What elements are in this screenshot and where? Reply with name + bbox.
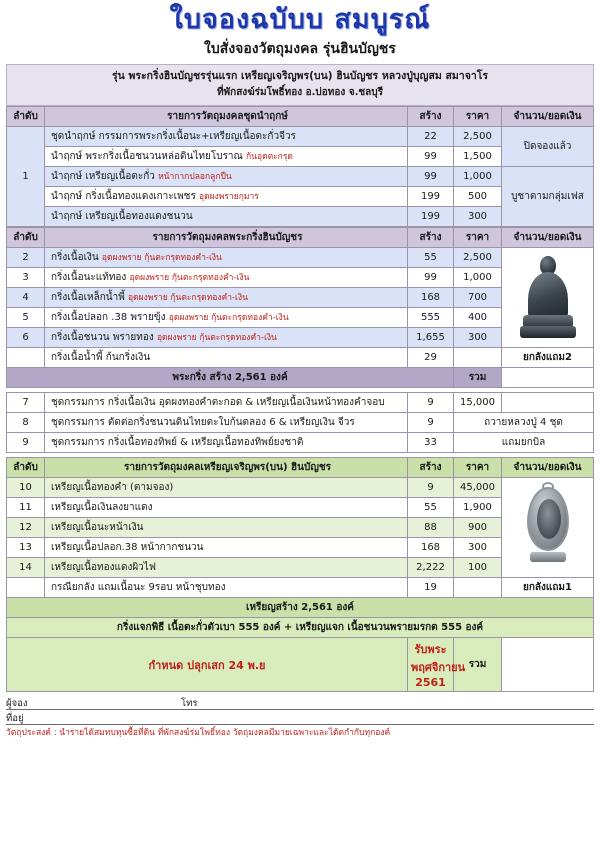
item-no: 2 xyxy=(7,248,45,268)
item-name xyxy=(45,328,408,348)
medal-base xyxy=(530,552,566,562)
item-label: ชุดนำฤกษ์ กรรมการพระกริ่งเนื้อนะ+เหรียญเนื้อตะกั่วจีวร xyxy=(51,131,296,143)
item-make: 55 xyxy=(408,498,454,518)
receive-date xyxy=(408,638,466,692)
item-name xyxy=(45,167,408,187)
item-make: 1,655 xyxy=(408,328,454,348)
receive-label: รับพระ พฤศจิกายน 2561 xyxy=(411,643,466,690)
item-name xyxy=(45,268,408,288)
section-2-total-label: พระกริ่ง สร้าง 2,561 องค์ xyxy=(7,368,454,388)
item-no: 7 xyxy=(7,393,45,413)
item-no: 6 xyxy=(7,328,45,348)
item-label: นำฤกษ์ เหรียญเนื้อทองแดงชนวน xyxy=(51,211,193,223)
buddha-base-lower xyxy=(520,326,576,338)
section-4-table xyxy=(6,457,594,692)
table-row xyxy=(7,393,594,413)
col-header-item: รายการวัตถุมงคลชุดนำฤกษ์ xyxy=(45,107,408,127)
item-make: 99 xyxy=(408,268,454,288)
address-label: ที่อยู่ xyxy=(6,713,24,725)
item-label: นำฤกษ์ พระกริ่งเนื้อชนวนหล่อดินไทยโบราณ xyxy=(51,151,243,163)
order-no-1: 1 xyxy=(7,127,45,227)
section-2-total-row xyxy=(7,368,594,388)
item-make: 19 xyxy=(408,578,454,598)
col-header-item: รายการวัตถุมงคลเหรียญเจริญพร(บน) ฮินบัญชร xyxy=(45,458,408,478)
item-make: 199 xyxy=(408,187,454,207)
col-header-make: สร้าง xyxy=(408,107,454,127)
section-2-sum-value[interactable] xyxy=(502,368,594,388)
item-price: 700 xyxy=(454,288,502,308)
item-make: 199 xyxy=(408,207,454,227)
header-line-2: ที่พักสงฆ์ร่มโพธิ์ทอง อ.บ่อทอง จ.ชลบุรี xyxy=(216,87,384,99)
item-price: 500 xyxy=(454,187,502,207)
item-no: 3 xyxy=(7,268,45,288)
item-name: เหรียญเนื้อปลอก.38 หน้ากากชนวน xyxy=(45,538,408,558)
note-bonus-1: ยกลังแถม1 xyxy=(502,578,594,598)
item-note: อุดผงพรายกุมาร xyxy=(199,192,259,203)
item-price: 15,000 xyxy=(454,393,502,413)
deadline-label: กำหนด ปลุกเสก 24 พ.ย xyxy=(148,658,266,672)
item-price: 1,000 xyxy=(454,268,502,288)
item-make: 22 xyxy=(408,127,454,147)
footer-fields xyxy=(6,692,594,739)
item-price: 100 xyxy=(454,558,502,578)
item-name: เหรียญเนื้อนะหน้าเงิน xyxy=(45,518,408,538)
item-price: 900 xyxy=(454,518,502,538)
item-name: เหรียญเนื้อทองคำ (ตามจอง) xyxy=(45,478,408,498)
item-note: ก้นอุดตะกรุด xyxy=(246,152,293,163)
temple-header xyxy=(6,64,594,106)
buddha-image xyxy=(502,248,594,348)
deadline-row xyxy=(7,638,594,692)
item-note: อุดผงพราย กุ้นตะกรุดทองคำ-เงิน xyxy=(156,333,277,344)
note-group-buy: บูชาตามกลุ่มเฟส xyxy=(502,167,594,227)
col-header-sum: จำนวน/ยอดเงิน xyxy=(502,107,594,127)
item-make: 9 xyxy=(408,478,454,498)
item-make: 2,222 xyxy=(408,558,454,578)
item-price: 300 xyxy=(454,538,502,558)
medal-image xyxy=(502,478,594,578)
item-no: 9 xyxy=(7,433,45,453)
item-name: ชุดกรรมการ ตัดต่อกริ่งชนวนดินไทยตะใบก้นตลอง 6 & เหรียญเงิน จีวร xyxy=(45,413,408,433)
item-no: 14 xyxy=(7,558,45,578)
grand-total-value[interactable] xyxy=(502,638,594,692)
col-header-sum: จำนวน/ยอดเงิน xyxy=(502,458,594,478)
item-label: กริ่งเนื้อเหล็กน้ำพี้ xyxy=(51,292,125,304)
item-make: 168 xyxy=(408,538,454,558)
table-row xyxy=(7,433,594,453)
item-name: ชุดกรรมการ กริ่งเนื้อเงิน อุดผงทองคำตะกอด & เหรียญเนื้อเงินหน้าทองคำจอบ xyxy=(45,393,408,413)
table-row xyxy=(7,478,594,498)
col-header-price: ราคา xyxy=(454,228,502,248)
booker-label: ผู้จอง xyxy=(6,698,28,710)
item-no: 4 xyxy=(7,288,45,308)
item-price: 2,500 xyxy=(454,248,502,268)
medal-face xyxy=(527,487,569,551)
col-header-no: ลำดับ xyxy=(7,458,45,478)
item-name xyxy=(45,187,408,207)
item-price: 400 xyxy=(454,308,502,328)
address-field[interactable] xyxy=(6,710,594,725)
item-label: กริ่งเนื้อเงิน xyxy=(51,252,99,264)
deadline-text xyxy=(7,638,408,692)
section-3-table xyxy=(6,392,594,453)
item-name: เหรียญเนื้อเงินลงยาแดง xyxy=(45,498,408,518)
item-label: กริ่งเนื้อน้ำพี้ ก้นกริ่งเงิน xyxy=(51,352,151,364)
item-note: อุดผงพราย กุ้นตะกรุดทองคำ-เงิน xyxy=(129,273,250,284)
grand-total-label: รวม xyxy=(454,638,502,692)
section-1-table xyxy=(6,106,594,227)
item-label: กริ่งเนื้อปลอก .38 พรายขุ้ง xyxy=(51,312,166,324)
item-make: 33 xyxy=(408,433,454,453)
item-make: 88 xyxy=(408,518,454,538)
col-header-sum: จำนวน/ยอดเงิน xyxy=(502,228,594,248)
item-make: 9 xyxy=(408,393,454,413)
item-sum[interactable] xyxy=(502,393,594,413)
item-price: 1,900 xyxy=(454,498,502,518)
section-4-total-row xyxy=(7,598,594,618)
item-no xyxy=(7,578,45,598)
item-make: 555 xyxy=(408,308,454,328)
section-1-header-row xyxy=(7,107,594,127)
table-row xyxy=(7,167,594,187)
item-price xyxy=(454,578,502,598)
item-price: 1,500 xyxy=(454,147,502,167)
col-header-no: ลำดับ xyxy=(7,228,45,248)
item-label: นำฤกษ์ กริ่งเนื้อทองแดงเกาะเพชร xyxy=(51,191,196,203)
item-label: นำฤกษ์ เหรียญเนื้อตะกั่ว xyxy=(51,171,155,183)
table-row xyxy=(7,348,594,368)
item-name xyxy=(45,127,408,147)
item-make: 99 xyxy=(408,147,454,167)
item-label: กริ่งเนื้อนะแท้ทอง xyxy=(51,272,127,284)
booker-field[interactable] xyxy=(6,695,594,710)
section-4-total-label: เหรียญสร้าง 2,561 องค์ xyxy=(7,598,594,618)
col-header-make: สร้าง xyxy=(408,458,454,478)
section-2-header-row xyxy=(7,228,594,248)
item-name xyxy=(45,207,408,227)
item-label: กริ่งเนื้อชนวน พรายทอง xyxy=(51,332,154,344)
item-make: 9 xyxy=(408,413,454,433)
col-header-price: ราคา xyxy=(454,458,502,478)
section-4-free-row xyxy=(7,618,594,638)
item-name: กรณียกลัง แถมเนื้อนะ 9รอบ หน้าชุบทอง xyxy=(45,578,408,598)
table-row xyxy=(7,127,594,147)
item-make: 168 xyxy=(408,288,454,308)
item-no: 10 xyxy=(7,478,45,498)
item-note: อุดผงพราย กุ้นตะกรุดทองคำ-เงิน xyxy=(168,313,289,324)
table-row xyxy=(7,578,594,598)
item-price: 45,000 xyxy=(454,478,502,498)
item-no: 13 xyxy=(7,538,45,558)
table-row xyxy=(7,413,594,433)
purpose-note: วัตถุประสงค์ : นำรายได้สมทบทุนซื้อที่ดิน ที่พักสงฆ์ร่มโพธิ์ทอง วัตถุมงคลมีมายเฉพาะและได้ตกำกับทุกองค์ xyxy=(6,728,391,739)
col-header-price: ราคา xyxy=(454,107,502,127)
item-make: 55 xyxy=(408,248,454,268)
note-closed: ปิดจองแล้ว xyxy=(502,127,594,167)
item-name: เหรียญเนื้อทองแดงผิวไฟ xyxy=(45,558,408,578)
page-subtitle: ใบสั่งจองวัตถุมงคล รุ่นฮินบัญชร xyxy=(204,41,396,58)
col-header-make: สร้าง xyxy=(408,228,454,248)
col-header-no: ลำดับ xyxy=(7,107,45,127)
section-4-header-row xyxy=(7,458,594,478)
item-note: หน้ากากปลอกลูกปืน xyxy=(158,172,232,183)
item-name xyxy=(45,248,408,268)
item-price: 2,500 xyxy=(454,127,502,147)
section-2-table xyxy=(6,227,594,388)
item-price: 300 xyxy=(454,207,502,227)
item-note: อุดผงพราย กุ้นตะกรุดทองคำ-เงิน xyxy=(101,253,222,264)
note-bonus-2: ยกลังแถม2 xyxy=(502,348,594,368)
item-name xyxy=(45,348,408,368)
page-title: ใบจองฉบับบ สมบูรณ์ xyxy=(169,4,431,35)
item-no: 12 xyxy=(7,518,45,538)
item-no: 8 xyxy=(7,413,45,433)
item-make: 99 xyxy=(408,167,454,187)
medal-amulet-illustration xyxy=(518,482,578,574)
item-make: 29 xyxy=(408,348,454,368)
section-4-free-label: กริ่งแจกพิธี เนื้อตะกั่วตัวเบา 555 องค์ + เหรียญแจก เนื้อชนวนพรายมรกต 555 องค์ xyxy=(7,618,594,638)
item-note: อุดผงพราย กุ้นตะกรุดทองคำ-เงิน xyxy=(128,293,248,304)
item-name: ชุดกรรมการ กริ่งเนื้อทองทิพย์ & เหรียญเนื้อทองทิพย์ยงชาติ xyxy=(45,433,408,453)
item-no: 11 xyxy=(7,498,45,518)
phone-label: โทร xyxy=(181,698,198,710)
header-line-1: รุ่น พระกริ่งฮินบัญชรรุ่นแรก เหรียญเจริญพร(บน) ฮินบัญชร หลวงปู่บุญสม สมาจาโร xyxy=(111,70,489,83)
item-sum: ถวายหลวงปู่ 4 ชุด xyxy=(454,413,594,433)
table-row xyxy=(7,248,594,268)
item-sum: แถมยกบิล xyxy=(454,433,594,453)
item-price: 1,000 xyxy=(454,167,502,187)
item-name xyxy=(45,288,408,308)
item-name xyxy=(45,308,408,328)
item-price xyxy=(454,348,502,368)
item-name xyxy=(45,147,408,167)
buddha-body xyxy=(528,272,568,318)
buddha-amulet-illustration xyxy=(519,252,577,344)
item-no xyxy=(7,348,45,368)
section-2-sum-label: รวม xyxy=(454,368,502,388)
item-no: 5 xyxy=(7,308,45,328)
item-price: 300 xyxy=(454,328,502,348)
col-header-item: รายการวัตถุมงคลพระกริ่งฮินบัญชร xyxy=(45,228,408,248)
